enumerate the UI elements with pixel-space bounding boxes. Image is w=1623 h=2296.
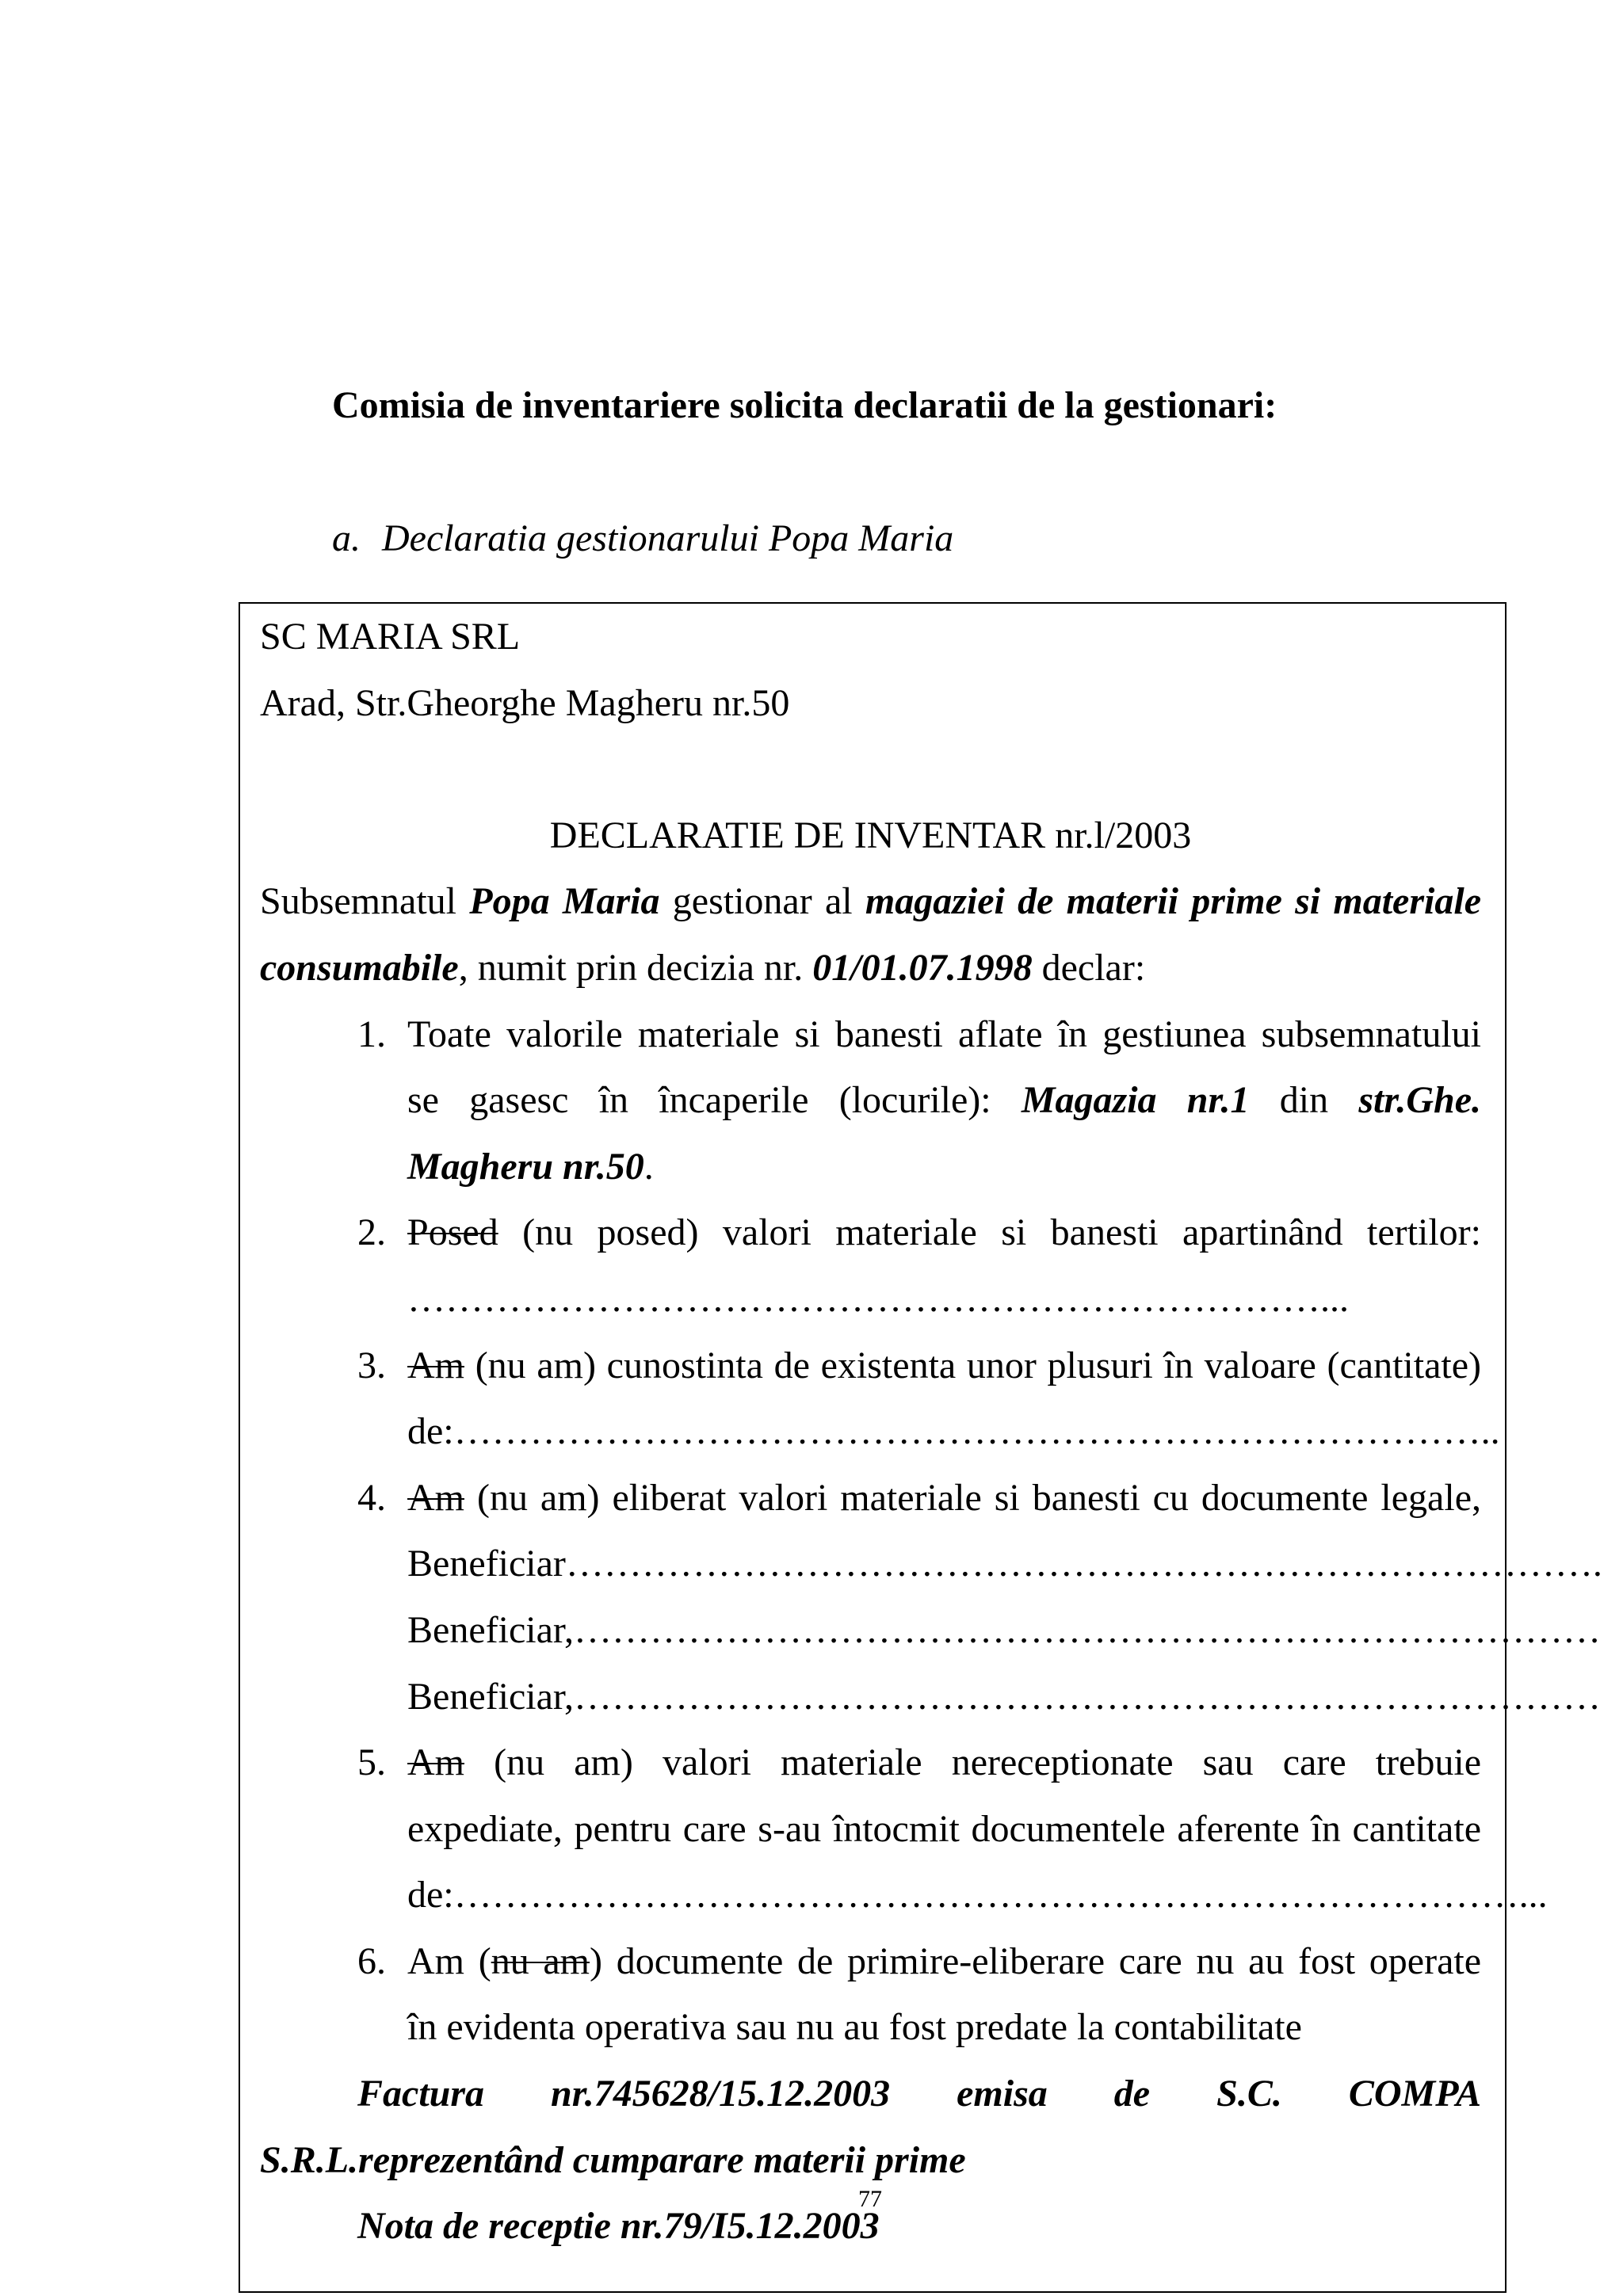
declaration-box bbox=[239, 602, 1602, 2293]
item-text: se gasesc în încaperile (locurile): bbox=[407, 1079, 991, 1122]
item-5-line-1 bbox=[260, 1730, 1481, 1796]
item-marker: 4. bbox=[357, 1476, 386, 1519]
item-1-line-2 bbox=[260, 1067, 1481, 1134]
item-text: ) documente de primire-eliberare care nu au fost operate bbox=[590, 1939, 1482, 1982]
item-2-line-1 bbox=[260, 1199, 1481, 1266]
item-text: (nu am) cunostinta de existenta unor plusuri în valoare (cantitate) bbox=[475, 1344, 1482, 1386]
item-text: (nu am) valori materiale nereceptionate sau care trebuie bbox=[494, 1741, 1482, 1784]
beneficiary-line: Beneficiar,……………………………………………………………………… bbox=[407, 1608, 1601, 1651]
intro-lead: Subsemnatul bbox=[260, 880, 456, 923]
warehouse-name: magaziei de materii prime si materiale bbox=[865, 880, 1482, 923]
item-1-line-1 bbox=[260, 1001, 1481, 1068]
section-heading: Comisia de inventariere solicita declaratii de la gestionari: bbox=[332, 384, 1277, 426]
item-5-dotted-line: de:…………………………………………………………………………... bbox=[407, 1874, 1548, 1917]
item-2-dotted-line: ………………………………………………………………... bbox=[407, 1277, 1349, 1320]
item-text: Am ( bbox=[407, 1939, 491, 1982]
item-marker: 1. bbox=[357, 1013, 386, 1055]
item-6-line-2: în evidenta operativa sau nu au fost predate la contabilitate bbox=[407, 2006, 1302, 2049]
invoice-text-cont: S.R.L.reprezentând cumparare materii prime bbox=[260, 2138, 966, 2181]
company-address: Arad, Str.Gheorghe Magheru nr.50 bbox=[260, 681, 790, 724]
beneficiary-line: Beneficiar………………………………………………………………………. bbox=[407, 1543, 1602, 1585]
item-text: Toate valorile materiale si banesti aflate în gestiunea subsemnatului bbox=[407, 1013, 1481, 1055]
item-text: (nu am) eliberat valori materiale si banesti cu documente legale, bbox=[476, 1476, 1481, 1519]
decision-number: 01/01.07.1998 bbox=[812, 946, 1033, 989]
item-marker: 5. bbox=[357, 1741, 386, 1784]
intro-role: gestionar al bbox=[672, 880, 853, 923]
item-marker: 6. bbox=[357, 1939, 386, 1982]
invoice-text: Factura nr.745628/15.12.2003 emisa de S.C. COMPA bbox=[357, 2073, 1481, 2115]
struck-text: Am bbox=[407, 1741, 464, 1784]
struck-text: Posed bbox=[407, 1211, 498, 1254]
invoice-line-1 bbox=[260, 2061, 1481, 2127]
struck-text: Am bbox=[407, 1344, 464, 1386]
manager-name: Popa Maria bbox=[469, 880, 660, 923]
item-6-line-1 bbox=[260, 1928, 1481, 1995]
item-text: (nu posed) valori materiale si banesti apartinând tertilor: bbox=[522, 1211, 1481, 1254]
invoice-line-2 bbox=[260, 2127, 1481, 2194]
intro-closing: declar: bbox=[1041, 946, 1146, 989]
page-number: 77 bbox=[858, 2186, 882, 2212]
receipt-note-text: Nota de receptie nr.79/I5.12.2003 bbox=[357, 2205, 880, 2248]
item-3-line-1 bbox=[260, 1333, 1481, 1399]
storage-street: str.Ghe. bbox=[1358, 1079, 1482, 1122]
intro-line-1 bbox=[260, 868, 1481, 935]
item-3-dotted-line: de:……………………………………………………………………….. bbox=[407, 1410, 1500, 1453]
declaration-caption bbox=[332, 505, 1442, 572]
caption-text: Declaratia gestionarului Popa Maria bbox=[382, 517, 954, 559]
item-1-line-3 bbox=[260, 1134, 1481, 1200]
struck-text: Am bbox=[407, 1476, 464, 1519]
intro-appointed: , numit prin decizia nr. bbox=[458, 946, 804, 989]
item-4-line-1 bbox=[260, 1465, 1481, 1531]
declaration-title: DECLARATIE DE INVENTAR nr.l/2003 bbox=[549, 814, 1192, 856]
item-marker: 2. bbox=[357, 1211, 386, 1254]
item-marker: 3. bbox=[357, 1344, 386, 1386]
storage-location: Magazia nr.1 bbox=[1021, 1079, 1250, 1122]
company-name: SC MARIA SRL bbox=[260, 616, 521, 658]
beneficiary-line: Beneficiar,……………………………………………………………………… bbox=[407, 1675, 1601, 1718]
storage-street-cont: Magheru nr.50 bbox=[407, 1145, 644, 1188]
warehouse-name-cont: consumabile bbox=[260, 946, 459, 989]
item-5-line-2: expediate, pentru care s-au întocmit documentele aferente în cantitate bbox=[407, 1807, 1481, 1850]
caption-marker: a. bbox=[332, 517, 361, 559]
blank-line bbox=[260, 736, 1481, 803]
struck-text: nu am bbox=[491, 1939, 590, 1982]
intro-line-2 bbox=[260, 935, 1481, 1001]
item-text: din bbox=[1279, 1079, 1329, 1122]
item-text: . bbox=[643, 1145, 654, 1188]
